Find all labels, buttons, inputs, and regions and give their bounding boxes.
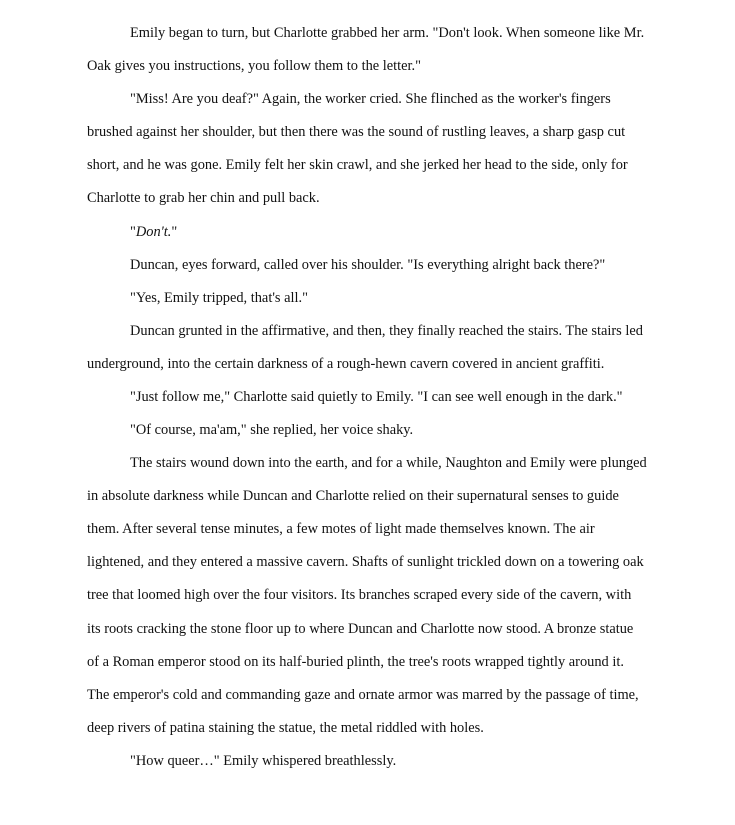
italic-text: Don't. bbox=[135, 224, 172, 240]
text-line: The stairs wound down into the earth, and for a while, Naughton and Emily were plunged bbox=[130, 455, 647, 471]
text-line: its roots cracking the stone floor up to where Duncan and Charlotte now stood. A bronze statue bbox=[87, 621, 634, 637]
text-line: brushed against her shoulder, but then there was the sound of rustling leaves, a sharp gasp cut bbox=[87, 124, 626, 140]
text-line: in absolute darkness while Duncan and Charlotte relied on their supernatural senses to guide bbox=[87, 488, 619, 504]
text-line: them. After several tense minutes, a few motes of light made themselves known. The air bbox=[87, 521, 595, 537]
text-line: Duncan, eyes forward, called over his shoulder. "Is everything alright back there?" bbox=[130, 257, 606, 273]
text-line: Emily began to turn, but Charlotte grabbed her arm. "Don't look. When someone like Mr. bbox=[130, 25, 645, 41]
text-line: "Of course, ma'am," she replied, her voice shaky. bbox=[130, 422, 414, 438]
text-line: The emperor's cold and commanding gaze and ornate armor was marred by the passage of time, bbox=[87, 687, 639, 703]
text-line: "Miss! Are you deaf?" Again, the worker cried. She flinched as the worker's fingers bbox=[130, 91, 611, 107]
text-line: "Yes, Emily tripped, that's all." bbox=[130, 290, 308, 306]
text-line: deep rivers of patina staining the statue, the metal riddled with holes. bbox=[87, 720, 484, 736]
text-line: tree that loomed high over the four visitors. Its branches scraped every side of the cavern, with bbox=[87, 587, 632, 603]
text-line: short, and he was gone. Emily felt her skin crawl, and she jerked her head to the side, only for bbox=[87, 157, 628, 173]
italic-line: "Don't." bbox=[130, 224, 178, 240]
text-line: of a Roman emperor stood on its half-buried plinth, the tree's roots wrapped tightly around it. bbox=[87, 654, 624, 670]
text-line: Oak gives you instructions, you follow them to the letter." bbox=[87, 58, 422, 74]
text-line: "How queer…" Emily whispered breathlessly. bbox=[130, 753, 397, 769]
text-line: underground, into the certain darkness of a rough-hewn cavern covered in ancient graffiti. bbox=[87, 356, 605, 372]
text-line: Duncan grunted in the affirmative, and then, they finally reached the stairs. The stairs led bbox=[130, 323, 643, 339]
text-line: Charlotte to grab her chin and pull back. bbox=[87, 190, 320, 206]
text-line: lightened, and they entered a massive cavern. Shafts of sunlight trickled down on a towering oak bbox=[87, 554, 644, 570]
text-line: "Just follow me," Charlotte said quietly to Emily. "I can see well enough in the dark." bbox=[130, 389, 623, 405]
